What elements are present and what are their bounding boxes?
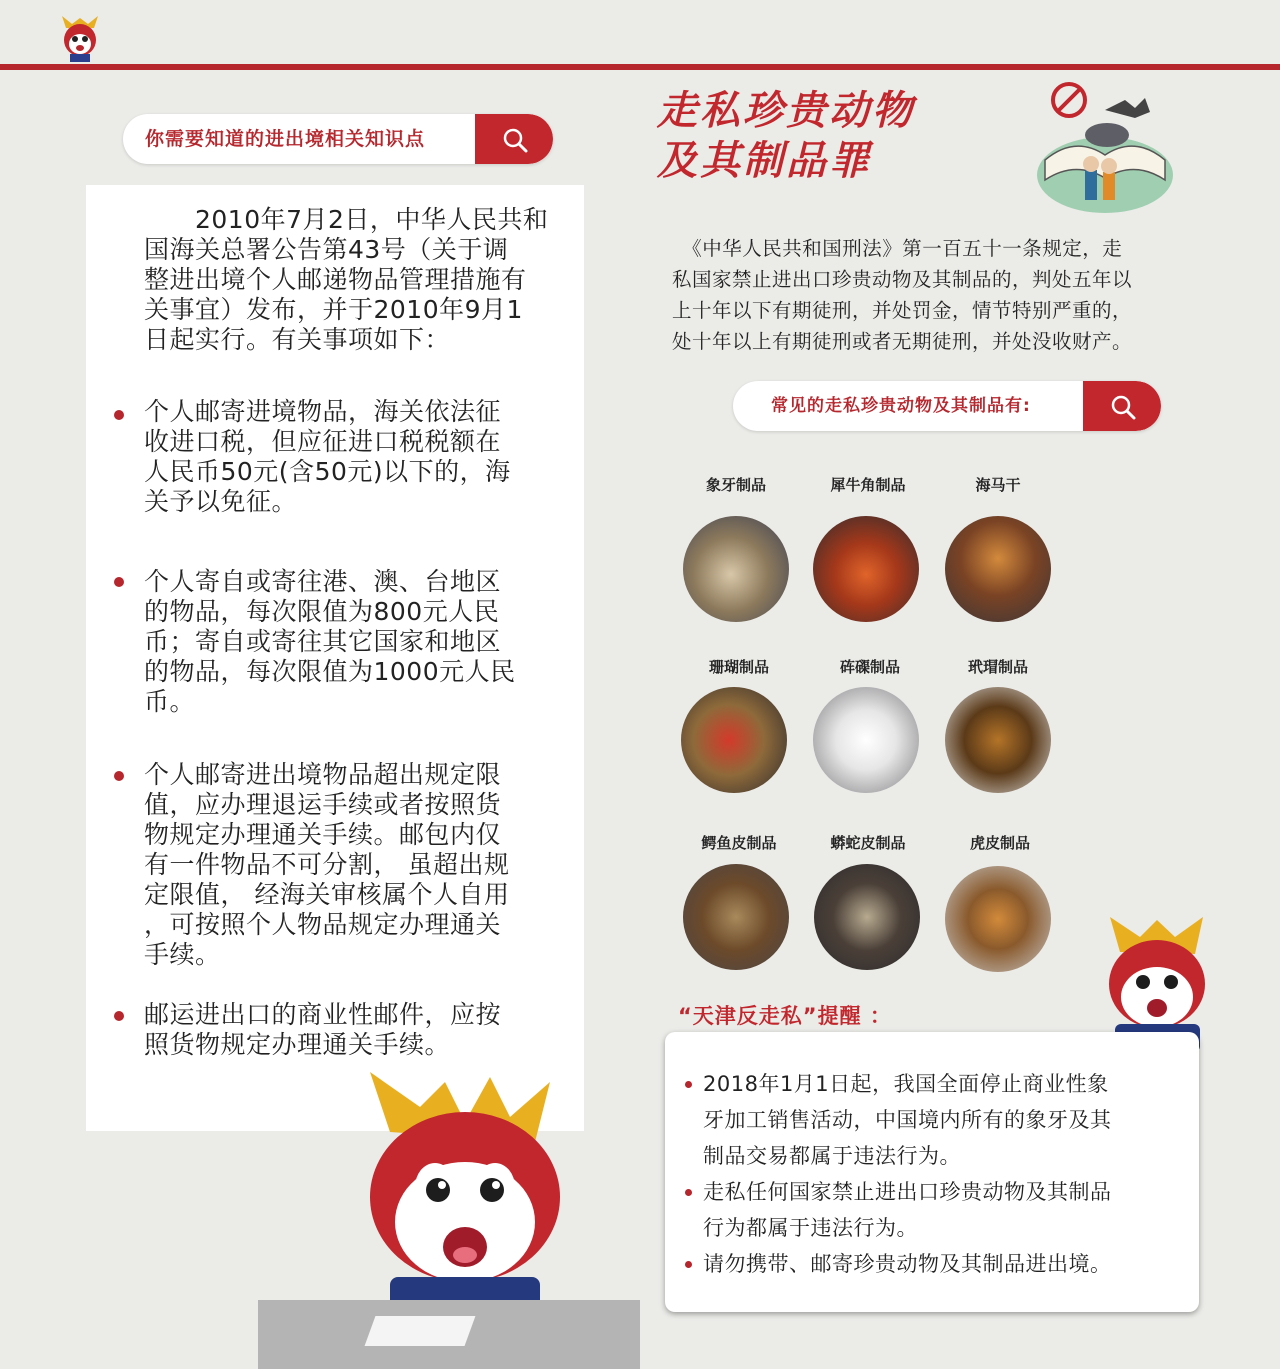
intro-line: 日起实行。有关事项如下： (144, 325, 451, 354)
header-divider (0, 64, 1280, 70)
reminder-line: 2018年1月1日起，我国全面停止商业性象 (703, 1072, 1109, 1096)
item-line: 个人寄自或寄往港、澳、台地区 (144, 567, 502, 596)
product-label: 蟒蛇皮制品 (830, 834, 906, 852)
item-line: 人民币50元(含50元)以下的，海 (144, 457, 511, 486)
item-line: 币。 (144, 687, 196, 716)
mascot-figure (350, 1062, 580, 1312)
notice-intro (144, 205, 564, 355)
law-line: 处十年以上有期徒刑或者无期徒刑，并处没收财产。 (672, 330, 1133, 353)
giant-clam-photo (813, 687, 919, 793)
item-line: 定限值， 经海关审核属个人自用 (144, 880, 510, 909)
item-line: ，可按照个人物品规定办理通关 (144, 910, 502, 939)
knowledge-search-label: 你需要知道的进出境相关知识点 (145, 128, 426, 150)
item-line: 的物品，每次限值为800元人民 (144, 597, 500, 626)
product-label: 犀牛角制品 (830, 476, 906, 494)
product-label: 海马干 (975, 476, 1021, 494)
bullet-dot (114, 1011, 124, 1021)
law-line: 上十年以下有期徒刑，并处罚金，情节特别严重的， (672, 299, 1133, 322)
item-line: 照货物规定办理通关手续。 (144, 1030, 451, 1059)
notice-item-3 (144, 760, 564, 970)
page-title (657, 86, 957, 186)
desk-paper (365, 1316, 476, 1346)
rhino-horn-photo (813, 516, 919, 622)
notice-item-1 (144, 397, 564, 517)
product-label: 虎皮制品 (969, 834, 1030, 852)
item-line: 个人邮寄进境物品，海关依法征 (144, 397, 502, 426)
search-icon (1109, 393, 1137, 421)
title-line-2: 及其制品罪 (657, 138, 872, 184)
knowledge-search-bar[interactable] (123, 114, 553, 164)
reminder-line: 走私任何国家禁止进出口珍贵动物及其制品 (703, 1180, 1112, 1204)
mascot-icon (58, 14, 102, 62)
coral-photo (681, 687, 787, 793)
bullet-dot (114, 577, 124, 587)
ivory-photo (683, 516, 789, 622)
item-line: 收进口税，但应征进口税税额在 (144, 427, 502, 456)
seahorse-photo (945, 516, 1051, 622)
product-label: 砗磲制品 (839, 658, 900, 676)
reminder-box (665, 1032, 1199, 1312)
tiger-skin-photo (945, 866, 1051, 972)
intro-line: 关事宜）发布，并于2010年9月1 (144, 295, 523, 324)
item-line: 关予以免征。 (144, 487, 298, 516)
item-line: 值，应办理退运手续或者按照货 (144, 790, 502, 819)
bullet-dot (114, 410, 124, 420)
criminal-law-text (672, 233, 1220, 357)
no-smuggling-illustration (1035, 80, 1175, 215)
item-line: 有一件物品不可分割， 虽超出规 (144, 850, 510, 879)
common-items-label: 常见的走私珍贵动物及其制品有: (771, 396, 1031, 416)
item-line: 个人邮寄进出境物品超出规定限 (144, 760, 502, 789)
python-skin-photo (814, 864, 920, 970)
product-label: 玳瑁制品 (967, 658, 1028, 676)
product-label: 象牙制品 (705, 476, 766, 494)
law-line: 私国家禁止进出口珍贵动物及其制品的，判处五年以 (672, 268, 1133, 291)
common-items-search-bar[interactable] (733, 381, 1161, 431)
product-label: 鳄鱼皮制品 (701, 834, 777, 852)
item-line: 物规定办理通关手续。邮包内仅 (144, 820, 502, 849)
notice-item-2 (144, 567, 564, 717)
reminder-line: 牙加工销售活动，中国境内所有的象牙及其 (703, 1108, 1112, 1132)
reminder-mascot (1095, 912, 1220, 1052)
intro-line: 国海关总署公告第43号（关于调 (144, 235, 509, 264)
customs-notice-panel (86, 185, 584, 1131)
bullet-dot (685, 1189, 692, 1196)
item-line: 的物品，每次限值为1000元人民 (144, 657, 516, 686)
knowledge-search-button[interactable] (475, 114, 553, 164)
hawksbill-photo (945, 687, 1051, 793)
intro-line: 整进出境个人邮递物品管理措施有 (144, 265, 527, 294)
bullet-dot (114, 771, 124, 781)
title-line-1: 走私珍贵动物 (657, 88, 915, 134)
crocodile-skin-photo (683, 864, 789, 970)
law-line: 《中华人民共和国刑法》第一百五十一条规定，走 (672, 237, 1123, 260)
reminder-line: 请勿携带、邮寄珍贵动物及其制品进出境。 (703, 1252, 1112, 1276)
bullet-dot (685, 1081, 692, 1088)
reminder-line: 制品交易都属于违法行为。 (703, 1144, 961, 1168)
intro-line: 2010年7月2日，中华人民共和 (144, 205, 549, 234)
common-items-search-button[interactable] (1083, 381, 1161, 431)
reminder-line: 行为都属于违法行为。 (703, 1216, 918, 1240)
bullet-dot (685, 1261, 692, 1268)
item-line: 币；寄自或寄往其它国家和地区 (144, 627, 502, 656)
reminder-title: “天津反走私”提醒 ： (678, 1004, 892, 1028)
item-line: 邮运进出口的商业性邮件，应按 (144, 1000, 502, 1029)
search-icon (501, 126, 529, 154)
product-label: 珊瑚制品 (708, 658, 769, 676)
notice-item-4 (144, 1000, 564, 1060)
item-line: 手续。 (144, 940, 221, 969)
